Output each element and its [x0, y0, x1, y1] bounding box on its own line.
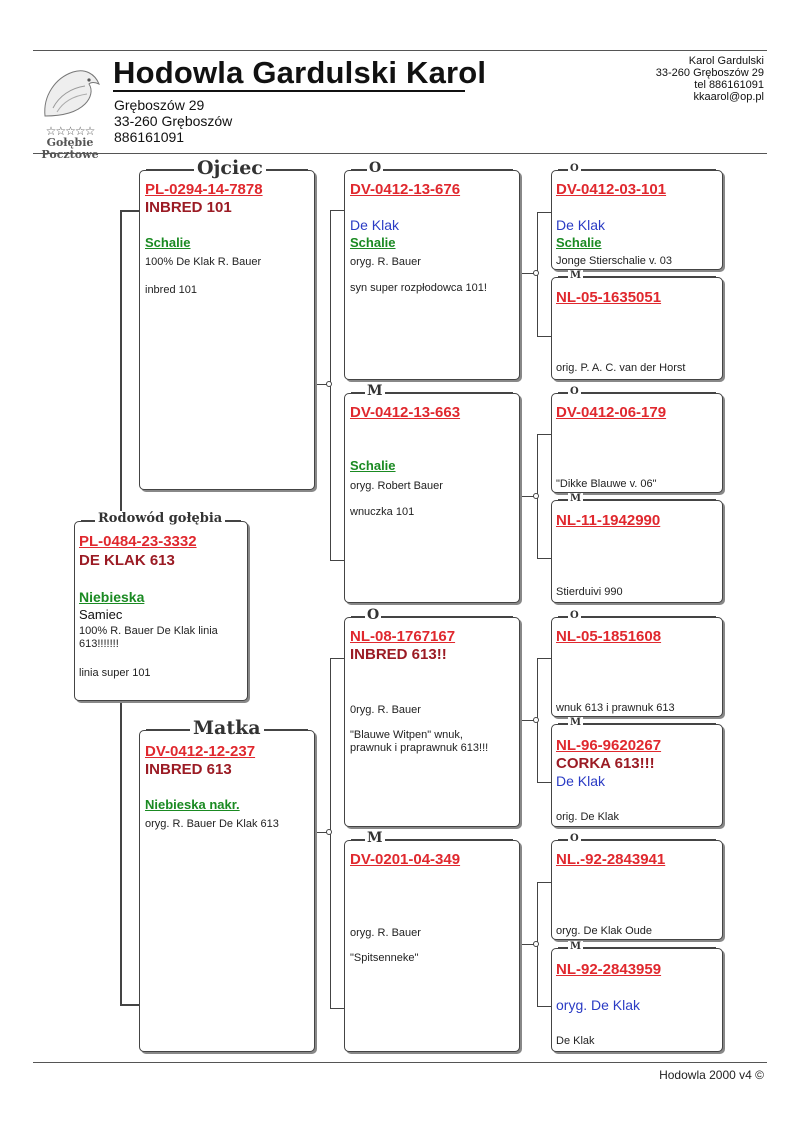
- title-underline: [113, 90, 465, 92]
- contact-line: kkaarol@op.pl: [693, 91, 764, 103]
- paternal-grandfather-card[interactable]: [344, 160, 520, 380]
- sire-label: O: [570, 833, 579, 844]
- address-line: 33-260 Gręboszów: [114, 113, 233, 129]
- dam-label: M: [570, 493, 582, 504]
- connector: [537, 434, 551, 435]
- dam-label: M: [570, 717, 582, 728]
- mother-color: Niebieska nakr.: [145, 797, 240, 812]
- connector: [537, 558, 551, 559]
- ggp-note: Jonge Stierschalie v. 03: [556, 255, 672, 267]
- ggp-note: wnuk 613 i prawnuk 613: [556, 702, 675, 714]
- connector: [537, 658, 551, 659]
- connector: [330, 1008, 344, 1009]
- sire-label: O: [369, 160, 382, 176]
- connector: [537, 1006, 551, 1007]
- ggp-ring-number[interactable]: NL-05-1851608: [556, 628, 662, 645]
- contact-block: [656, 55, 764, 103]
- father-card[interactable]: [139, 157, 315, 490]
- contact-line: 33-260 Gręboszów 29: [655, 67, 764, 79]
- connector: [330, 210, 344, 211]
- ggp-card[interactable]: [551, 941, 723, 1052]
- sire-label: O: [570, 386, 579, 397]
- address-line: Gręboszów 29: [114, 97, 205, 113]
- pgf-note: oryg. R. Bauer: [350, 256, 421, 268]
- ggp-ring-number[interactable]: NL-05-1635051: [556, 289, 662, 306]
- ggp-card[interactable]: [551, 270, 723, 380]
- pgf-color: Schalie: [350, 235, 396, 250]
- ggp-card[interactable]: [551, 386, 723, 493]
- father-color: Schalie: [145, 235, 191, 250]
- contact-line: Karol Gardulski: [688, 55, 764, 67]
- subject-card[interactable]: [74, 511, 248, 701]
- connector-node: [326, 381, 332, 387]
- connector-node: [533, 941, 539, 947]
- connector: [330, 658, 344, 659]
- ggp-ring-number[interactable]: DV-0412-03-101: [556, 181, 667, 198]
- subject-note: linia super 101: [79, 667, 151, 679]
- paternal-grandmother-card[interactable]: [344, 383, 520, 603]
- subject-sex: Samiec: [79, 607, 123, 622]
- father-note: 100% De Klak R. Bauer: [145, 256, 262, 268]
- footer-rule: [33, 1062, 767, 1063]
- sire-label: O: [367, 607, 380, 623]
- logo-line-1: Gołębie: [46, 136, 94, 149]
- dam-label: M: [367, 830, 383, 846]
- sire-label: O: [570, 163, 579, 174]
- ggp-note: orig. P. A. C. van der Horst: [556, 362, 686, 374]
- card-ring: [558, 839, 716, 840]
- dam-label: M: [570, 270, 582, 281]
- top-rule: [33, 50, 767, 51]
- mother-label: Matka: [190, 717, 264, 739]
- ggp-ring-number[interactable]: NL-92-2843959: [556, 961, 662, 978]
- connector: [120, 700, 122, 1005]
- connector: [537, 882, 551, 883]
- ggp-card[interactable]: [551, 717, 723, 827]
- ggp-name: CORKA 613!!!: [556, 755, 655, 772]
- breeder-address: [114, 97, 232, 145]
- subject-note: 100% R. Bauer De Klak linia: [79, 625, 218, 637]
- father-label: Ojciec: [194, 157, 266, 179]
- card-ring: [558, 169, 716, 170]
- logo-line-2: Pocztowe: [41, 148, 99, 161]
- mother-name: INBRED 613: [145, 761, 232, 778]
- subject-label: Rodowód gołębia: [95, 511, 225, 526]
- ggp-note: "Dikke Blauwe v. 06": [556, 478, 657, 490]
- mother-note: oryg. R. Bauer De Klak 613: [145, 818, 279, 830]
- connector: [120, 1004, 140, 1006]
- pgf-blue: De Klak: [350, 217, 400, 233]
- pgf-ring-number[interactable]: DV-0412-13-676: [350, 181, 461, 198]
- father-name: INBRED 101: [145, 199, 232, 216]
- mgm-note: "Spitsenneke": [350, 952, 419, 964]
- pgm-note: wnuczka 101: [350, 506, 415, 518]
- pgm-ring-number[interactable]: DV-0412-13-663: [350, 404, 461, 421]
- dam-label: M: [367, 383, 383, 399]
- subject-note: 613!!!!!!!: [79, 638, 119, 650]
- pgm-color: Schalie: [350, 458, 396, 473]
- mgf-ring-number[interactable]: NL-08-1767167: [350, 628, 456, 645]
- subject-ring-number[interactable]: PL-0484-23-3332: [79, 533, 197, 550]
- ggp-ring-number[interactable]: NL.-92-2843941: [556, 851, 666, 868]
- connector: [537, 212, 551, 213]
- father-note: inbred 101: [145, 284, 197, 296]
- ggp-blue: De Klak: [556, 217, 606, 233]
- ggp-note: orig. De Klak: [556, 811, 619, 823]
- connector: [120, 210, 122, 515]
- mother-card[interactable]: [139, 717, 315, 1052]
- mgf-name: INBRED 613!!: [350, 646, 447, 663]
- ggp-card[interactable]: [551, 493, 723, 603]
- mgm-ring-number[interactable]: DV-0201-04-349: [350, 851, 461, 868]
- contact-line: tel 886161091: [694, 79, 764, 91]
- logo-stars: ☆☆☆☆☆: [45, 124, 95, 138]
- mgm-note: oryg. R. Bauer: [350, 927, 421, 939]
- ggp-note: De Klak: [556, 1035, 595, 1047]
- page-title: Hodowla Gardulski Karol: [113, 55, 487, 90]
- dam-label: M: [570, 941, 582, 952]
- maternal-grandmother-card[interactable]: [344, 830, 520, 1052]
- header-rule: [33, 153, 767, 154]
- footer-credit: Hodowla 2000 v4 ©: [659, 1068, 764, 1082]
- mother-ring-number[interactable]: DV-0412-12-237: [145, 743, 256, 760]
- mgf-note: 0ryg. R. Bauer: [350, 704, 421, 716]
- maternal-grandfather-card[interactable]: [344, 607, 520, 827]
- connector: [120, 210, 140, 212]
- ggp-note: Stierduivi 990: [556, 586, 623, 598]
- connector: [537, 782, 551, 783]
- logo-caption: [34, 125, 106, 161]
- address-line: 886161091: [114, 129, 185, 145]
- ggp-blue: De Klak: [556, 773, 606, 789]
- mgf-note: prawnuk i praprawnuk 613!!!: [350, 742, 489, 754]
- card-ring: [558, 392, 716, 393]
- connector: [537, 336, 551, 337]
- connector: [330, 560, 344, 561]
- father-ring-number[interactable]: PL-0294-14-7878: [145, 181, 263, 198]
- mgf-note: "Blauwe Witpen" wnuk,: [350, 729, 463, 741]
- subject-name: DE KLAK 613: [79, 552, 175, 569]
- ggp-card[interactable]: [551, 163, 723, 270]
- pgf-note: syn super rozpłodowca 101!: [350, 282, 487, 294]
- ggp-color: Schalie: [556, 235, 602, 250]
- ggp-ring-number[interactable]: DV-0412-06-179: [556, 404, 667, 421]
- connector-node: [533, 493, 539, 499]
- ggp-note: oryg. De Klak Oude: [556, 925, 652, 937]
- pgm-note: oryg. Robert Bauer: [350, 480, 443, 492]
- sire-label: O: [570, 610, 579, 621]
- ggp-card[interactable]: [551, 833, 723, 940]
- card-ring: [558, 616, 716, 617]
- connector-node: [533, 717, 539, 723]
- subject-color: Niebieska: [79, 589, 145, 605]
- ggp-card[interactable]: [551, 610, 723, 717]
- ggp-ring-number[interactable]: NL-96-9620267: [556, 737, 662, 754]
- ggp-blue: oryg. De Klak: [556, 997, 641, 1013]
- ggp-ring-number[interactable]: NL-11-1942990: [556, 512, 661, 529]
- connector-node: [533, 270, 539, 276]
- connector-node: [326, 829, 332, 835]
